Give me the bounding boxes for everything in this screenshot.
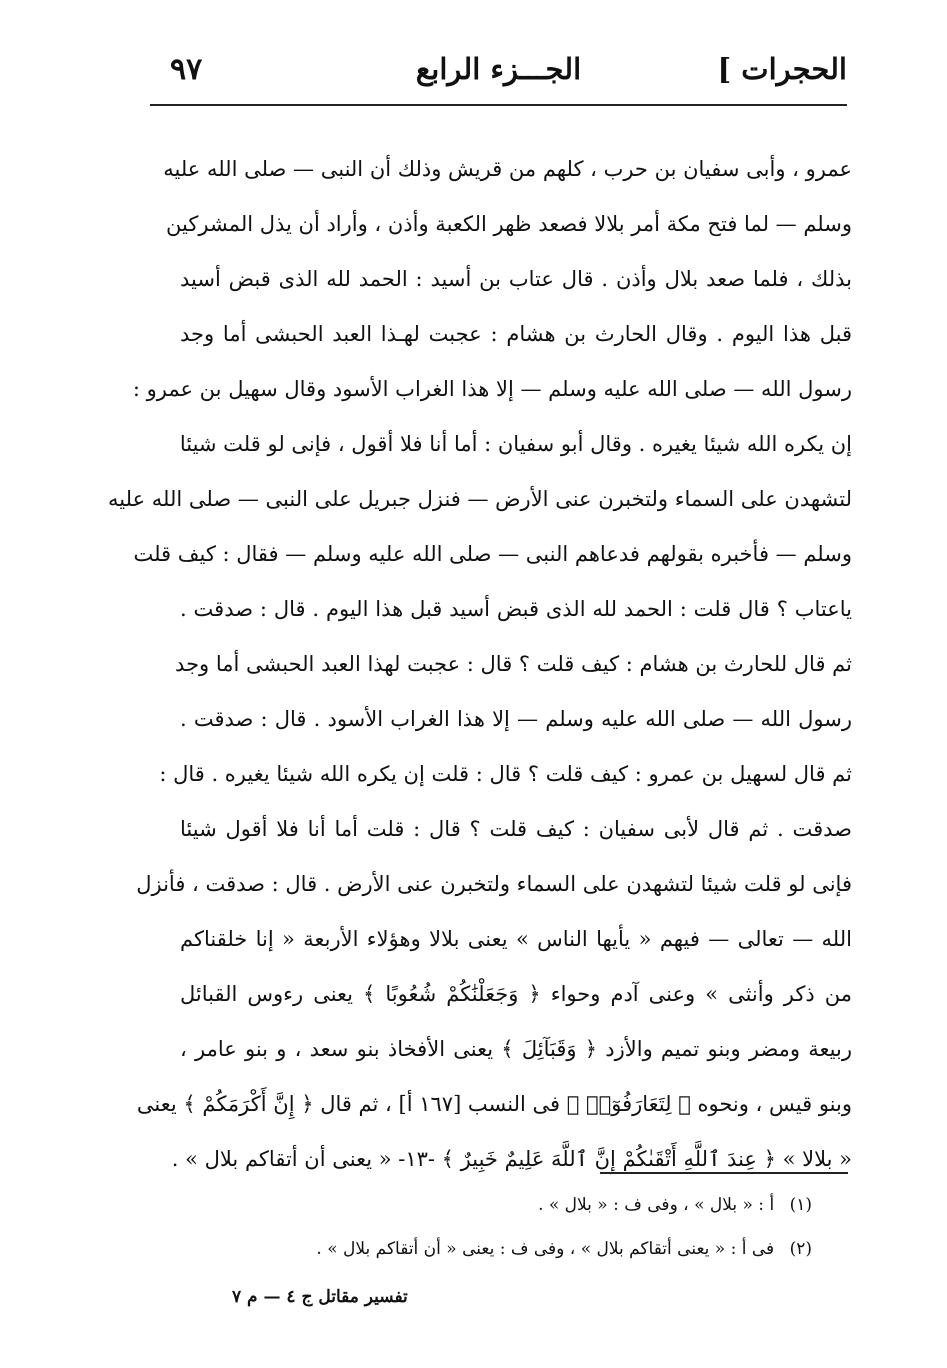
text-line: بذلك ، فلما صعد بلال وأذن . قال عتاب بن أسيد : الحمد لله الذى قبض أسيد <box>180 267 852 291</box>
text-line: ياعتاب ؟ قال قلت : الحمد لله الذى قبض أسيد قبل هذا اليوم . قال : صدقت . <box>180 597 852 621</box>
text-line: من ذكر وأنثى » وعنى آدم وحواء ﴿ وَجَعَلْنَٰكُمْ شُعُوبًا ﴾ يعنى رءوس القبائل <box>180 982 852 1006</box>
text-line: « بلالا » ﴿ عِندَ ٱللَّهِ أَتْقَىٰكُمْ إِنَّ ٱللَّهَ عَلِيمٌ خَبِيرٌ ﴾ -١٣- « يعنى أن أتقاكم بلال » . <box>171 1147 852 1171</box>
text-line: صدقت . ثم قال لأبى سفيان : كيف قلت ؟ قال : قلت أما أنا فلا أقول شيئا <box>180 817 852 841</box>
footnote <box>290 1227 812 1271</box>
text-line: ربيعة ومضر وبنو تميم والأزد ﴿ وَقَبَآئِلَ ﴾ يعنى الأفخاذ بنو سعد ، و بنو عامر ، <box>180 1037 852 1061</box>
text-line: رسول الله — صلى الله عليه وسلم — إلا هذا الغراب الأسود . قال : صدقت . <box>180 707 852 731</box>
part-title: الجـــزء الرابع <box>415 52 582 86</box>
header-divider <box>150 104 847 106</box>
main-text <box>108 142 852 1187</box>
text-line: إن يكره الله شيئا يغيره . وقال أبو سفيان : أما أنا فلا أقول ، فإنى لو قلت شيئا <box>179 432 852 456</box>
text-line: وبنو قيس ، ونحوه ﴿ لِتَعَارَفُوٓا۟ ﴾ فى النسب [١٦٧ أ] ، ثم قال ﴿ إِنَّ أَكْرَمَكُمْ ﴾ يعنى <box>136 1092 852 1116</box>
footnote-number: (٢) <box>789 1239 812 1259</box>
page-number: ٩٧ <box>170 52 203 87</box>
text-line: وسلم — لما فتح مكة أمر بلالا فصعد ظهر الكعبة وأذن ، وأراد أن يذل المشركين <box>166 212 852 236</box>
text-line: عمرو ، وأبى سفيان بن حرب ، كلهم من قريش وذلك أن النبى — صلى الله عليه <box>163 157 852 181</box>
text-line: فإنى لو قلت شيئا لتشهدن على السماء ولتخبرن عنى الأرض . قال : صدقت ، فأنزل <box>136 872 852 896</box>
footnote <box>290 1183 812 1227</box>
text-line: الله — تعالى — فيهم « يأيها الناس » يعنى بلالا وهؤلاء الأربعة « إنا خلقناكم <box>180 927 852 951</box>
text-line: ثم قال لسهيل بن عمرو : كيف قلت ؟ قال : قلت إن يكره الله شيئا يغيره . قال : <box>159 762 852 786</box>
footnotes <box>290 1183 812 1271</box>
signature-line: تفسير مقاتل ج ٤ — م ٧ <box>232 1287 408 1307</box>
text-line: رسول الله — صلى الله عليه وسلم — إلا هذا الغراب الأسود وقال سهيل بن عمرو : <box>132 377 852 401</box>
text-line: ثم قال للحارث بن هشام : كيف قلت ؟ قال : عجبت لهذا العبد الحبشى أما وجد <box>175 652 852 676</box>
footnote-divider <box>600 1172 848 1174</box>
footnote-number: (١) <box>789 1195 812 1215</box>
text-line: وسلم — فأخبره بقولهم فدعاهم النبى — صلى الله عليه وسلم — فقال : كيف قلت <box>133 542 852 566</box>
running-header <box>150 52 847 104</box>
footnote-text: أ : « بلال » ، وفى ف : « بلال » . <box>538 1195 775 1215</box>
footnote-text: فى أ : « يعنى أتقاكم بلال » ، وفى ف : يعنى « أن أتقاكم بلال » . <box>316 1239 775 1259</box>
surah-title: الحجرات ] <box>717 52 847 86</box>
text-line: لتشهدن على السماء ولتخبرن عنى الأرض — فنزل جبريل على النبى — صلى الله عليه <box>108 487 852 511</box>
text-line: قبل هذا اليوم . وقال الحارث بن هشام : عجبت لهـذا العبد الحبشى أما وجد <box>180 322 852 346</box>
